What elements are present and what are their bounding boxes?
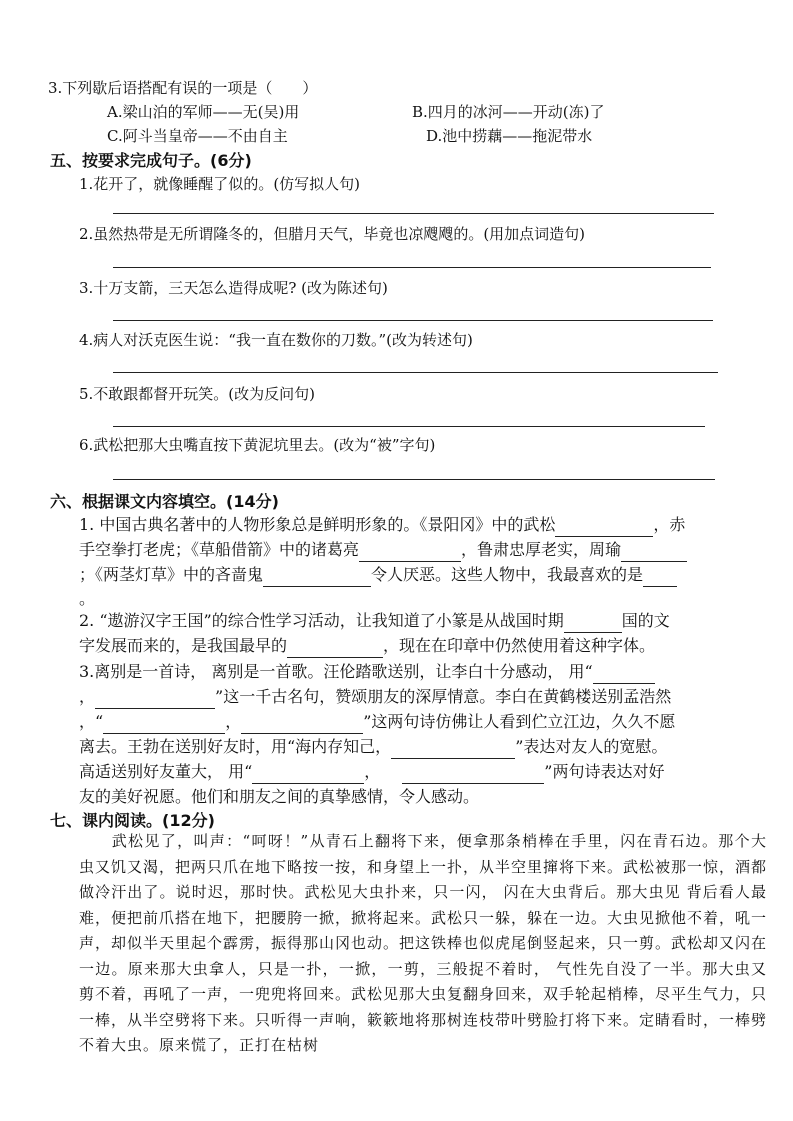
sec6-q3-line6 [79, 784, 479, 809]
text: ，“ [79, 712, 104, 731]
text: ，赤 [653, 515, 686, 534]
answer-line-4[interactable] [113, 372, 718, 373]
blank-poem1a[interactable] [593, 667, 655, 684]
blank-miser[interactable] [263, 570, 371, 587]
blank-poem2b[interactable] [241, 717, 363, 734]
text: ；《两茎灯草》中的吝啬鬼 [79, 565, 264, 584]
sec5-item-2: 2.虽然热带是无所谓隆冬的，但腊月天气，毕竟也凉飕飕的。(用加点词造句) [79, 225, 586, 243]
text: ”两句诗表达对好 [544, 762, 665, 781]
q3-stem: 3.下列歇后语搭配有误的一项是（ ） [48, 79, 318, 97]
q3-option-b: B.四月的冰河——开动(冻)了 [412, 103, 605, 121]
sec5-item-1: 1.花开了，就像睡醒了似的。(仿写拟人句) [79, 175, 361, 193]
text: ”这一千古名句，赞颂朋友的深厚情意。李白在黄鹤楼送别孟浩然 [215, 687, 672, 706]
blank-state[interactable] [564, 616, 622, 633]
sec5-item-6: 6.武松把那大虫嘴直按下黄泥坑里去。(改为“被”字句) [79, 436, 436, 454]
text: ，现在在印章中仍然使用着这种字体。 [383, 636, 656, 655]
sec6-q2-line1 [79, 608, 670, 633]
q3-option-c: C.阿斗当皇帝——不由自主 [107, 127, 288, 145]
blank-poem1b[interactable] [95, 692, 215, 709]
text: 1. 中国古典名著中的人物形象总是鲜明形象的。《景阳冈》中的武松 [79, 515, 556, 534]
sec5-item-5: 5.不敢跟都督开玩笑。(改为反问句) [79, 385, 316, 403]
sec6-q2-line2 [79, 633, 655, 658]
blank-wusong[interactable] [555, 520, 653, 537]
answer-line-1[interactable] [113, 213, 714, 214]
blank-favorite[interactable] [643, 570, 677, 587]
sec5-item-4: 4.病人对沃克医生说：“我一直在数你的刀数。”(改为转述句) [79, 331, 473, 349]
blank-poem4a[interactable] [252, 767, 364, 784]
section6-title: 六、根据课文内容填空。(14分) [50, 492, 279, 511]
text: ”表达对友人的宽慰。 [515, 737, 668, 756]
text: 友的美好祝愿。他们和朋友之间的真挚感情，令人感动。 [79, 787, 480, 806]
text: 3.离别是一首诗， 离别是一首歌。汪伦踏歌送别，让李白十分感动， 用“ [79, 662, 593, 681]
text: 字发展而来的，是我国最早的 [79, 636, 288, 655]
text: 手空拳打老虎；《草船借箭》中的诸葛亮 [79, 540, 360, 559]
sec6-q3-line2 [79, 684, 671, 709]
blank-poem2a[interactable] [103, 717, 225, 734]
sec6-q3-line1 [79, 659, 655, 684]
text: 令人厌恶。这些人物中，我最喜欢的是 [371, 565, 644, 584]
blank-poem4b[interactable] [402, 767, 544, 784]
q3-option-a: A.梁山泊的军师——无(吴)用 [107, 103, 300, 121]
text: ， [364, 762, 381, 781]
sec6-q1-line1 [79, 512, 685, 537]
blank-zhouyu[interactable] [621, 545, 687, 562]
sec6-q1-line2 [79, 537, 687, 562]
text: ， [225, 712, 242, 731]
text: 2. “遨游汉字王国”的综合性学习活动，让我知道了小篆是从战国时期 [79, 611, 564, 630]
section5-title: 五、按要求完成句子。(6分) [50, 151, 252, 170]
blank-poem3[interactable] [391, 742, 515, 759]
blank-script[interactable] [287, 641, 383, 658]
q3-option-d: D.池中捞藕——拖泥带水 [426, 127, 593, 145]
text: 高适送别好友董大， 用“ [79, 762, 253, 781]
section7-title: 七、课内阅读。(12分) [50, 811, 215, 830]
answer-line-6[interactable] [113, 479, 715, 480]
text: 国的文 [621, 611, 670, 630]
sec6-q3-line5 [79, 759, 664, 784]
blank-zhugeliang[interactable] [359, 545, 461, 562]
sec6-q1-line3 [79, 562, 677, 587]
text: 离去。王勃在送别好友时，用“海内存知己， [79, 737, 392, 756]
sec6-q3-line3 [79, 709, 675, 734]
text: ，鲁肃忠厚老实，周瑜 [461, 540, 622, 559]
answer-line-3[interactable] [113, 320, 713, 321]
sec6-q3-line4 [79, 734, 667, 759]
sec5-item-3: 3.十万支箭，三天怎么造得成呢? (改为陈述句) [79, 279, 388, 297]
answer-line-2[interactable] [113, 267, 711, 268]
text: ， [79, 687, 96, 706]
reading-passage: 武松见了，叫声：“呵呀！”从青石上翻将下来，便拿那条梢棒在手里，闪在青石边。那个大虫又饥又渴，把两只爪在地下略按一按，和身望上一扑，从半空里撺将下来。武松被那一惊，酒都做冷汗出了。说时迟，那时快。武松见大虫扑来，只一闪， 闪在大虫背后。那大虫见 背后看人最难，便把前爪搭在地下，把腰胯一掀，掀将起来。武松只一躲，躲在一边。大虫见掀他不着，吼一声，却似半天里起个霹雳，振得那山冈也动。把这铁棒也似虎尾倒竖起来，只一剪。武松却又闪在一边。原来那大虫拿人，只是一扑，一掀，一剪，三般捉不着时， 气性先自没了一半。那大虫又剪不着，再吼了一声，一兜兜将回来。武松见那大虫复翻身回来，双手轮起梢棒，尽平生气力，只一棒，从半空劈将下来。只听得一声响，簌簌地将那树连枝带叶劈脸打将下来。定睛看时，一棒劈不着大虫。原来慌了，正打在枯树 [79, 832, 768, 1054]
text: ”这两句诗仿佛让人看到伫立江边，久久不愿 [363, 712, 676, 731]
answer-line-5[interactable] [113, 426, 705, 427]
text: 。 [79, 589, 96, 608]
